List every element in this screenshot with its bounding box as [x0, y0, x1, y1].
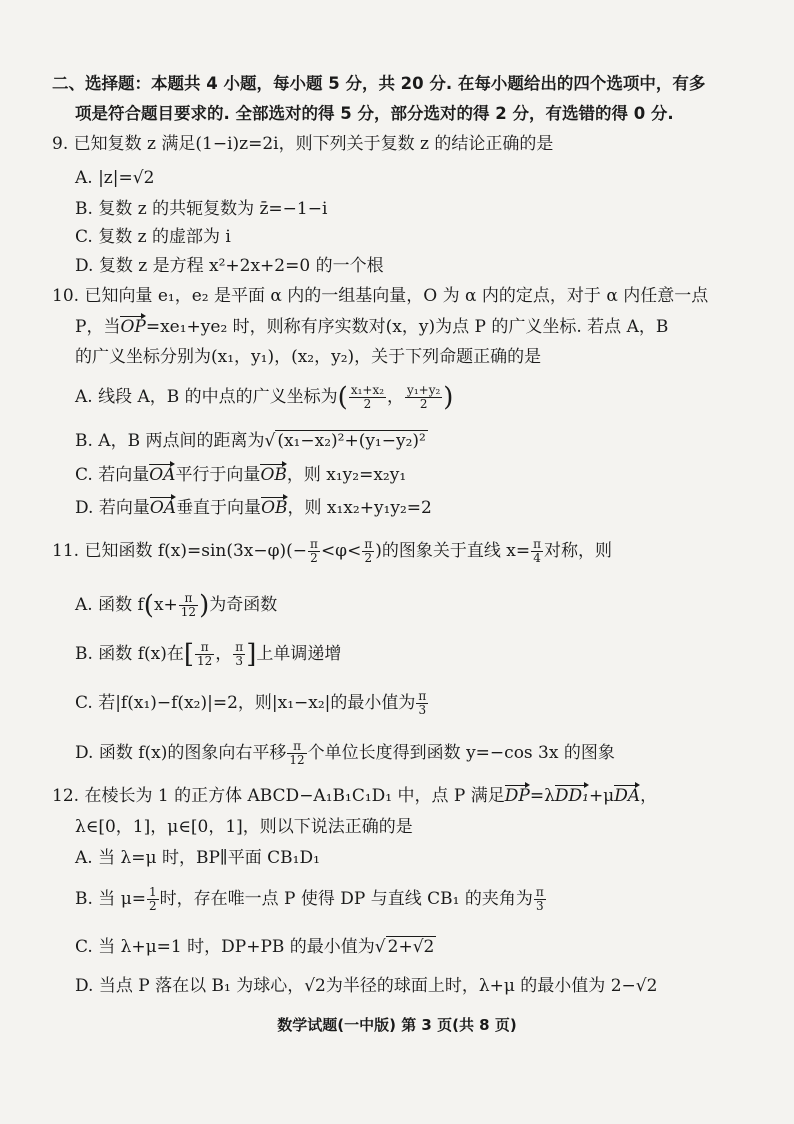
q12-option-c: C. 当 λ+μ=1 时，DP+PB 的最小值为√ 2+√2: [75, 937, 435, 957]
q10-stem-line1: 10. 已知向量 e₁，e₂ 是平面 α 内的一组基向量，O 为 α 内的定点，对于 α 内任意一点: [52, 286, 709, 306]
q10-stem-line2: P，当OP=xe₁+ye₂ 时，则称有序实数对(x，y)为点 P 的广义坐标. 若点 A，B: [75, 317, 669, 337]
section-header-line2: 项是符合题目要求的. 全部选对的得 5 分，部分选对的得 2 分，有选错的得 0 分.: [75, 104, 674, 123]
q11-option-c: C. 若|f(x₁)−f(x₂)|=2，则|x₁−x₂|的最小值为 $\frac{\pi}{3}$: [75, 689, 427, 717]
q10-option-a: A. 线段 A，B 的中点的广义坐标为( $\frac{\text{x₁+x₂}}{2}$ ， $\frac{\text{y₁+y₂}}{2}$ ): [75, 382, 454, 413]
section-header-line1: 二、选择题：本题共 4 小题，每小题 5 分，共 20 分. 在每小题给出的四个选项中，有多: [52, 74, 706, 93]
q12-option-b: B. 当 μ= $\frac{1}{2}$ 时，存在唯一点 P 使得 DP 与直线 CB₁ 的夹角为 $\frac{\pi}{3}$: [75, 885, 544, 913]
q12-stem-line2: λ∈[0，1]，μ∈[0，1]，则以下说法正确的是: [75, 817, 413, 837]
q11-option-d: D. 函数 f(x)的图象向右平移 $\frac{\pi}{12}$ 个单位长度得到函数 y=−cos 3x 的图象: [75, 739, 615, 767]
q10-option-c: C. 若向量OA平行于向量OB，则 x₁y₂=x₂y₁: [75, 465, 407, 485]
q11-stem: 11. 已知函数 f(x)=sin(3x−φ)(− $\frac{\pi}{2}$ <φ< $\frac{\pi}{2}$ )的图象关于直线 x= $\frac{\pi}{4}$ 对称，则: [52, 537, 612, 565]
q9-option-c: C. 复数 z 的虚部为 i: [75, 227, 231, 247]
q11-option-a: A. 函数 f(x+ $\frac{\pi}{12}$ )为奇函数: [75, 590, 278, 621]
q10-option-b: B. A，B 两点间的距离为√ (x₁−x₂)²+(y₁−y₂)²: [75, 431, 426, 451]
q11-option-b: B. 函数 f(x)在[ $\frac{\pi}{12}$ ， $\frac{\pi}{3}$ ]上单调递增: [75, 639, 342, 670]
q9-stem: 9. 已知复数 z 满足(1−i)z=2i，则下列关于复数 z 的结论正确的是: [52, 134, 554, 154]
q12-option-a: A. 当 λ=μ 时，BP∥平面 CB₁D₁: [75, 848, 320, 868]
q9-option-b: B. 复数 z 的共轭复数为 z̄=−1−i: [75, 199, 328, 219]
q12-option-d: D. 当点 P 落在以 B₁ 为球心，√2为半径的球面上时，λ+μ 的最小值为 2−√2: [75, 976, 658, 996]
q9-option-d: D. 复数 z 是方程 x²+2x+2=0 的一个根: [75, 256, 384, 276]
q10-stem-line3: 的广义坐标分别为(x₁，y₁)，(x₂，y₂)，关于下列命题正确的是: [75, 347, 542, 367]
page-footer: 数学试题(一中版) 第 3 页(共 8 页): [277, 1016, 517, 1034]
q9-option-a: A. |z|=√2: [75, 168, 155, 188]
q12-stem-line1: 12. 在棱长为 1 的正方体 ABCD−A₁B₁C₁D₁ 中，点 P 满足DP=λDD₁+μDA，: [52, 786, 658, 806]
q10-option-d: D. 若向量OA垂直于向量OB，则 x₁x₂+y₁y₂=2: [75, 498, 432, 518]
vector-op: OP: [120, 317, 146, 337]
